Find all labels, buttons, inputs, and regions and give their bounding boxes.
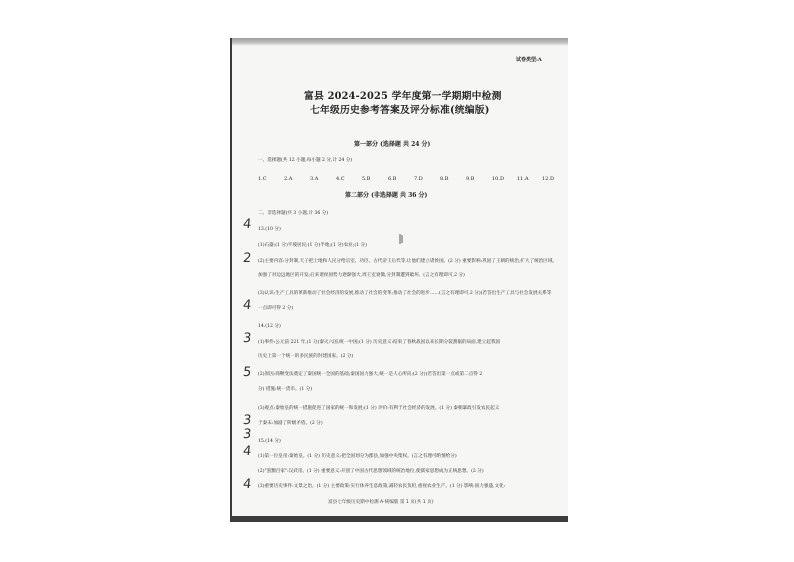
handwritten-score: 4 xyxy=(242,477,253,492)
handwritten-score: 4 xyxy=(242,298,253,313)
q13-part1-answer: (1)石器;(1 分)半坡居民;(1 分)半地;(1 分)农业;(1 分) xyxy=(258,243,367,248)
question-14-header: 14.(12 分) xyxy=(258,324,281,329)
paper-type-label: 试卷类型:A xyxy=(516,57,542,63)
page-footer: 富县七年级历史期中检测 A·统编版 第 1 页(共 1 页) xyxy=(328,500,434,505)
answer-key-item: 11.A xyxy=(517,176,529,182)
q15-part1-answer: (1)第一位皇帝:秦始皇。(1 分) 历史意义:把全国划分为郡县,加强中央集权。(言之有理可酌情给分) xyxy=(258,454,457,459)
q14-part3-answer-cont: 于秦末:加剧了阶级矛盾。(2 分) xyxy=(258,421,323,426)
answer-key-item: 9.B xyxy=(466,176,475,182)
q13-part3-answer-cont: 一点即可得 2 分) xyxy=(258,306,294,311)
part2-section-label: 二、非选择题(共 3 小题,计 36 分) xyxy=(258,211,329,216)
answer-key-item: 1.C xyxy=(258,176,267,182)
q15-part2-answer: (2)"罢黜百家":汉武帝。(1 分) 重要意义:开创了中国古代思想领域的统治地位,使儒家思想成为正统思想。(2 分) xyxy=(258,469,484,474)
answer-key-item: 5.B xyxy=(362,176,371,182)
q13-part3-answer: (3)认识:生产工具的革新推动了社会经济的发展,推动了社会的变革;推动了社会的进步……(言之有理即可,2 分)(若答出生产工具与社会发展关系等 xyxy=(258,291,552,296)
handwritten-tick-mark xyxy=(399,234,403,244)
document-title-line1: 富县 2024-2025 学年度第一学期期中检测 xyxy=(304,91,502,102)
answer-key-item: 12.D xyxy=(542,176,554,182)
q14-part1-answer: (1)事件:公元前 221 年,(1 分)秦灭六国,统一中国;(1 分) 历史意义:结束了春秋战国以来长期分裂割据的局面,建立起我国 xyxy=(258,340,501,345)
handwritten-score: 3 xyxy=(242,413,253,428)
answer-key-item: 7.D xyxy=(414,176,423,182)
q14-part2-answer-cont: 分) 措施:统一货币。(1 分) xyxy=(258,387,313,392)
answer-key-item: 3.A xyxy=(310,176,319,182)
q14-part1-answer-cont: 历史上第一个统一的多民族的封建国家。(2 分) xyxy=(258,354,354,359)
part2-heading: 第二部分 (非选择题 共 36 分) xyxy=(345,192,428,199)
answer-key-item: 2.A xyxy=(284,176,293,182)
answer-key-item: 8.B xyxy=(440,176,449,182)
handwritten-score: 3 xyxy=(242,331,253,346)
q15-part3-answer: (3)重要历史事件:文景之治。(1 分) 主要政策:实行休养生息政策,减轻农民负担,重视农业生产。(1 分) 影响:国力强盛,文化: xyxy=(258,484,506,489)
answer-key-item: 4.C xyxy=(336,176,345,182)
part1-heading: 第一部分 (选择题 共 24 分) xyxy=(354,141,431,148)
q14-part2-answer: (2)原因:商鞅变法奠定了秦国统一全国的基础;秦国国力强大,统一是人心所向;(2 分)(若答出第一点或第二点得 2 xyxy=(258,372,483,377)
scanned-answer-sheet xyxy=(230,38,568,522)
question-15-header: 15.(14 分) xyxy=(258,439,281,444)
scan-shadow-top xyxy=(232,38,568,46)
handwritten-score: 4 xyxy=(242,444,253,459)
handwritten-score: 5 xyxy=(242,365,253,380)
answer-key-row xyxy=(258,176,558,184)
handwritten-score: 3 xyxy=(242,427,253,442)
scan-shadow-bottom xyxy=(232,516,568,522)
answer-key-item: 6.B xyxy=(388,176,397,182)
q13-part2-answer-cont: 加强了对边远地区的开发;后来诸侯国势力逐渐强大,周王室衰微,分封制遭到破坏。(言之有理即可,2 分) xyxy=(258,273,465,278)
handwritten-score: 2 xyxy=(242,251,253,266)
q13-part2-answer: (2)主要内容:分封制,天子把土地和人民分给宗室、功臣、古代帝王后代等,让他们建立诸侯国。(2 分) 重要影响:巩固了王朝的统治,扩大了统治区域。 xyxy=(258,259,558,264)
question-13-header: 13.(10 分) xyxy=(258,227,281,232)
q14-part3-answer: (3)观点:秦始皇的统一措施促进了国家的统一和发展;(1 分) 评价:有利于社会经济的发展。(1 分) 秦朝暴政引发农民起义 xyxy=(258,406,500,411)
part1-section-label: 一、选择题(共 12 小题,每小题 2 分,计 24 分) xyxy=(258,158,353,163)
answer-key-item: 10.D xyxy=(492,176,504,182)
document-title-line2: 七年级历史参考答案及评分标准(统编版) xyxy=(310,105,490,116)
handwritten-score: 4 xyxy=(242,217,253,232)
